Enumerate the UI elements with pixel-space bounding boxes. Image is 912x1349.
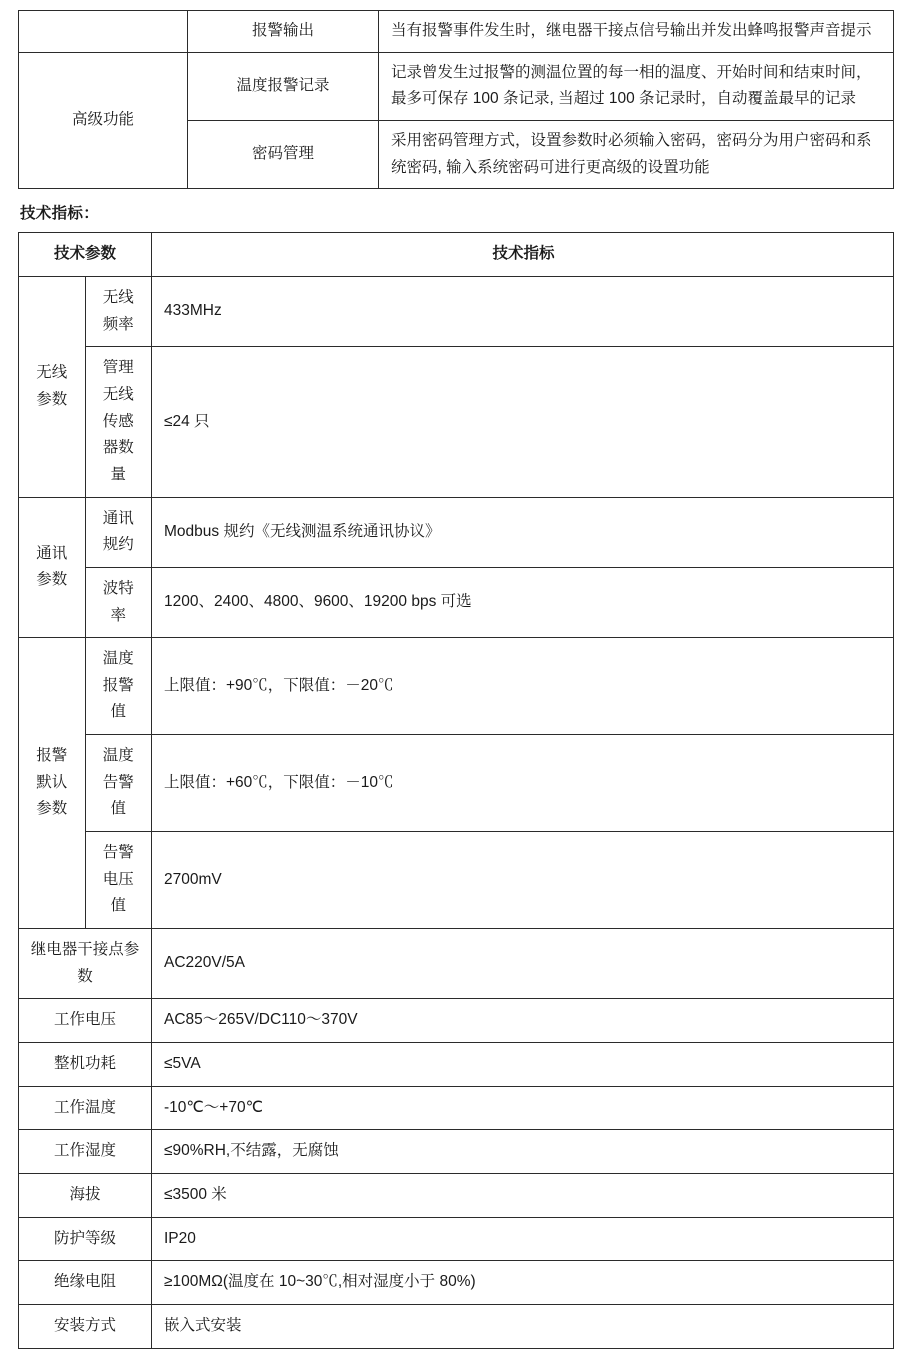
table-row [19, 999, 894, 1043]
param-cell: 温度报警值 [85, 638, 152, 735]
desc-cell: 记录曾发生过报警的测温位置的每一相的温度、开始时间和结束时间，最多可保存 100 条记录, 当超过 100 条记录时，自动覆盖最早的记录 [379, 52, 894, 120]
table-row [19, 1043, 894, 1087]
table-row [19, 1174, 894, 1218]
param-cell: 工作湿度 [19, 1130, 152, 1174]
section-title: 技术指标： [20, 205, 100, 223]
value-cell: 433MHz [152, 276, 894, 346]
desc-cell: 当有报警事件发生时，继电器干接点信号输出并发出蜂鸣报警声音提示 [379, 11, 894, 53]
value-cell: AC85～265V/DC110～370V [152, 999, 894, 1043]
value-cell: 嵌入式安装 [152, 1304, 894, 1348]
param-cell: 通讯规约 [85, 497, 152, 567]
value-cell: 2700mV [152, 832, 894, 929]
table-row [19, 276, 894, 346]
group-cell-comm: 通讯参数 [19, 497, 86, 638]
table-row [19, 929, 894, 999]
table-row [19, 11, 894, 53]
param-cell: 温度告警值 [85, 735, 152, 832]
param-cell: 防护等级 [19, 1217, 152, 1261]
param-cell: 密码管理 [188, 120, 379, 188]
value-cell: Modbus 规约《无线测温系统通讯协议》 [152, 497, 894, 567]
param-cell: 波特率 [85, 567, 152, 637]
param-cell: 温度报警记录 [188, 52, 379, 120]
header-param: 技术参数 [19, 233, 152, 277]
header-value: 技术指标 [152, 233, 894, 277]
param-cell: 管理无线传感器数量 [85, 347, 152, 497]
table-row [19, 1217, 894, 1261]
value-cell: ≤24 只 [152, 347, 894, 497]
table-row [19, 1261, 894, 1305]
param-cell: 工作温度 [19, 1086, 152, 1130]
table-row [19, 1304, 894, 1348]
param-cell: 工作电压 [19, 999, 152, 1043]
param-cell: 告警电压值 [85, 832, 152, 929]
value-cell: 上限值：+90℃，下限值：－20℃ [152, 638, 894, 735]
desc-cell: 采用密码管理方式，设置参数时必须输入密码，密码分为用户密码和系统密码, 输入系统密码可进行更高级的设置功能 [379, 120, 894, 188]
group-cell-empty [19, 11, 188, 53]
param-cell: 报警输出 [188, 11, 379, 53]
functions-table [18, 10, 894, 189]
value-cell: -10℃～+70℃ [152, 1086, 894, 1130]
group-cell-alarm-default: 报警默认参数 [19, 638, 86, 929]
value-cell: 1200、2400、4800、9600、19200 bps 可选 [152, 567, 894, 637]
table-row [19, 1086, 894, 1130]
group-cell-advanced: 高级功能 [19, 52, 188, 189]
table-row [19, 497, 894, 567]
param-cell: 安装方式 [19, 1304, 152, 1348]
table-row [19, 832, 894, 929]
specs-table [18, 232, 894, 1348]
value-cell: ≤5VA [152, 1043, 894, 1087]
table-row [19, 567, 894, 637]
value-cell: ≤3500 米 [152, 1174, 894, 1218]
value-cell: ≤90%RH,不结露，无腐蚀 [152, 1130, 894, 1174]
value-cell: AC220V/5A [152, 929, 894, 999]
group-cell-wireless: 无线参数 [19, 276, 86, 497]
table-row [19, 638, 894, 735]
value-cell: IP20 [152, 1217, 894, 1261]
table-row [19, 1130, 894, 1174]
param-cell: 整机功耗 [19, 1043, 152, 1087]
table-row [19, 735, 894, 832]
value-cell: ≥100MΩ(温度在 10~30℃,相对湿度小于 80%) [152, 1261, 894, 1305]
param-cell: 继电器干接点参数 [19, 929, 152, 999]
table-row [19, 52, 894, 120]
param-cell: 海拔 [19, 1174, 152, 1218]
table-row [19, 347, 894, 497]
param-cell: 无线频率 [85, 276, 152, 346]
value-cell: 上限值：+60℃，下限值：－10℃ [152, 735, 894, 832]
param-cell: 绝缘电阻 [19, 1261, 152, 1305]
table-header-row [19, 233, 894, 277]
